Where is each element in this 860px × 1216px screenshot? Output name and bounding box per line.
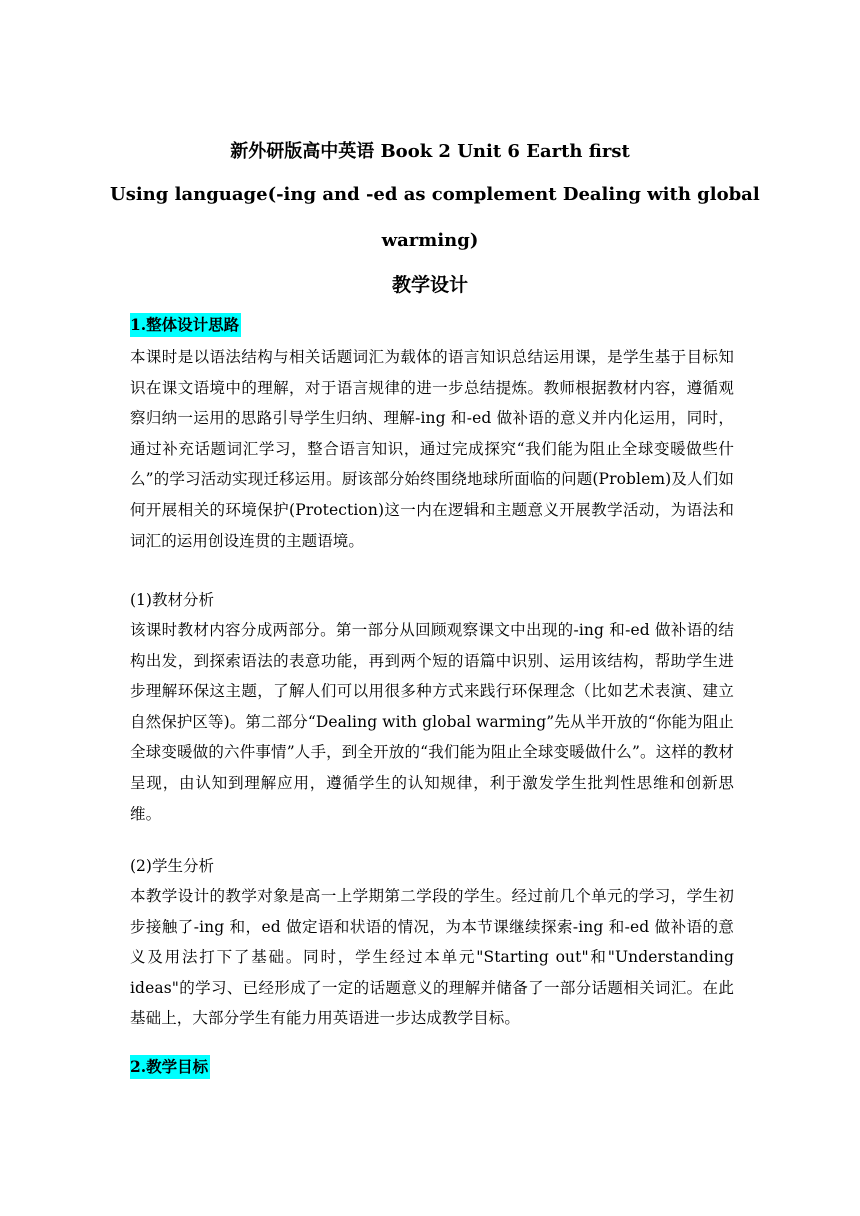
- subheading-student-analysis: (2)学生分析: [130, 857, 214, 875]
- lesson-title-continuation: warming): [381, 230, 479, 251]
- section-heading-design-idea: 1.整体设计思路: [130, 313, 241, 337]
- lesson-title: Using language(-ing and -ed as complement Dealing with global: [110, 184, 760, 205]
- material-analysis-paragraph: 该课时教材内容分成两部分。第一部分从回顾观察课文中出现的-ing 和-ed 做补语的结构出发，到探索语法的表意功能，再到两个短的语篇中识别、运用该结构，帮助学生进步理解环保这主题，了解人们可以用很多种方式来践行环保理念（比如艺术表演、建立自然保护区等)。第二部分“Dealing with global warming”先从半开放的“你能为阻止全球变暖做的六件事情”人手，到全开放的“我们能为阻止全球变暖做什么”。这样的教材呈现，由认知到理解应用，遵循学生的认知规律，利于激发学生批判性思维和创新思维。: [130, 621, 734, 823]
- document-title: 新外研版高中英语 Book 2 Unit 6 Earth first: [230, 141, 630, 162]
- subheading-material-analysis: (1)教材分析: [130, 591, 214, 609]
- section-heading-teaching-objectives: 2.教学目标: [130, 1055, 210, 1079]
- student-analysis-paragraph: 本教学设计的教学对象是高一上学期第二学段的学生。经过前几个单元的学习，学生初步接触了-ing 和，ed 做定语和状语的情况，为本节课继续探索-ing 和-ed 做补语的意义及用法打下了基础。同时，学生经过本单元"Starting out"和"Understanding ideas"的学习、已经形成了一定的话题意义的理解并储备了一部分话题相关词汇。在此基础上，大部分学生有能力用英语进一步达成教学目标。: [130, 887, 734, 1028]
- document-subtitle: 教学设计: [391, 274, 468, 296]
- design-idea-paragraph: 本课时是以语法结构与相关话题词汇为载体的语言知识总结运用课，是学生基于目标知识在课文语境中的理解，对于语言规律的进一步总结提炼。教师根据教材内容，遵循观察归纳一运用的思路引导学生归纳、理解-ing 和-ed 做补语的意义并内化运用，同时，通过补充话题词汇学习，整合语言知识，通过完成探究“我们能为阻止全球变暖做些什么”的学习活动实现迁移运用。厨该部分始终围绕地球所面临的问题(Problem)及人们如何开展相关的环境保护(Protection)这一内在逻辑和主题意义开展教学活动，为语法和词汇的运用创设连贯的主题语境。: [130, 348, 734, 550]
